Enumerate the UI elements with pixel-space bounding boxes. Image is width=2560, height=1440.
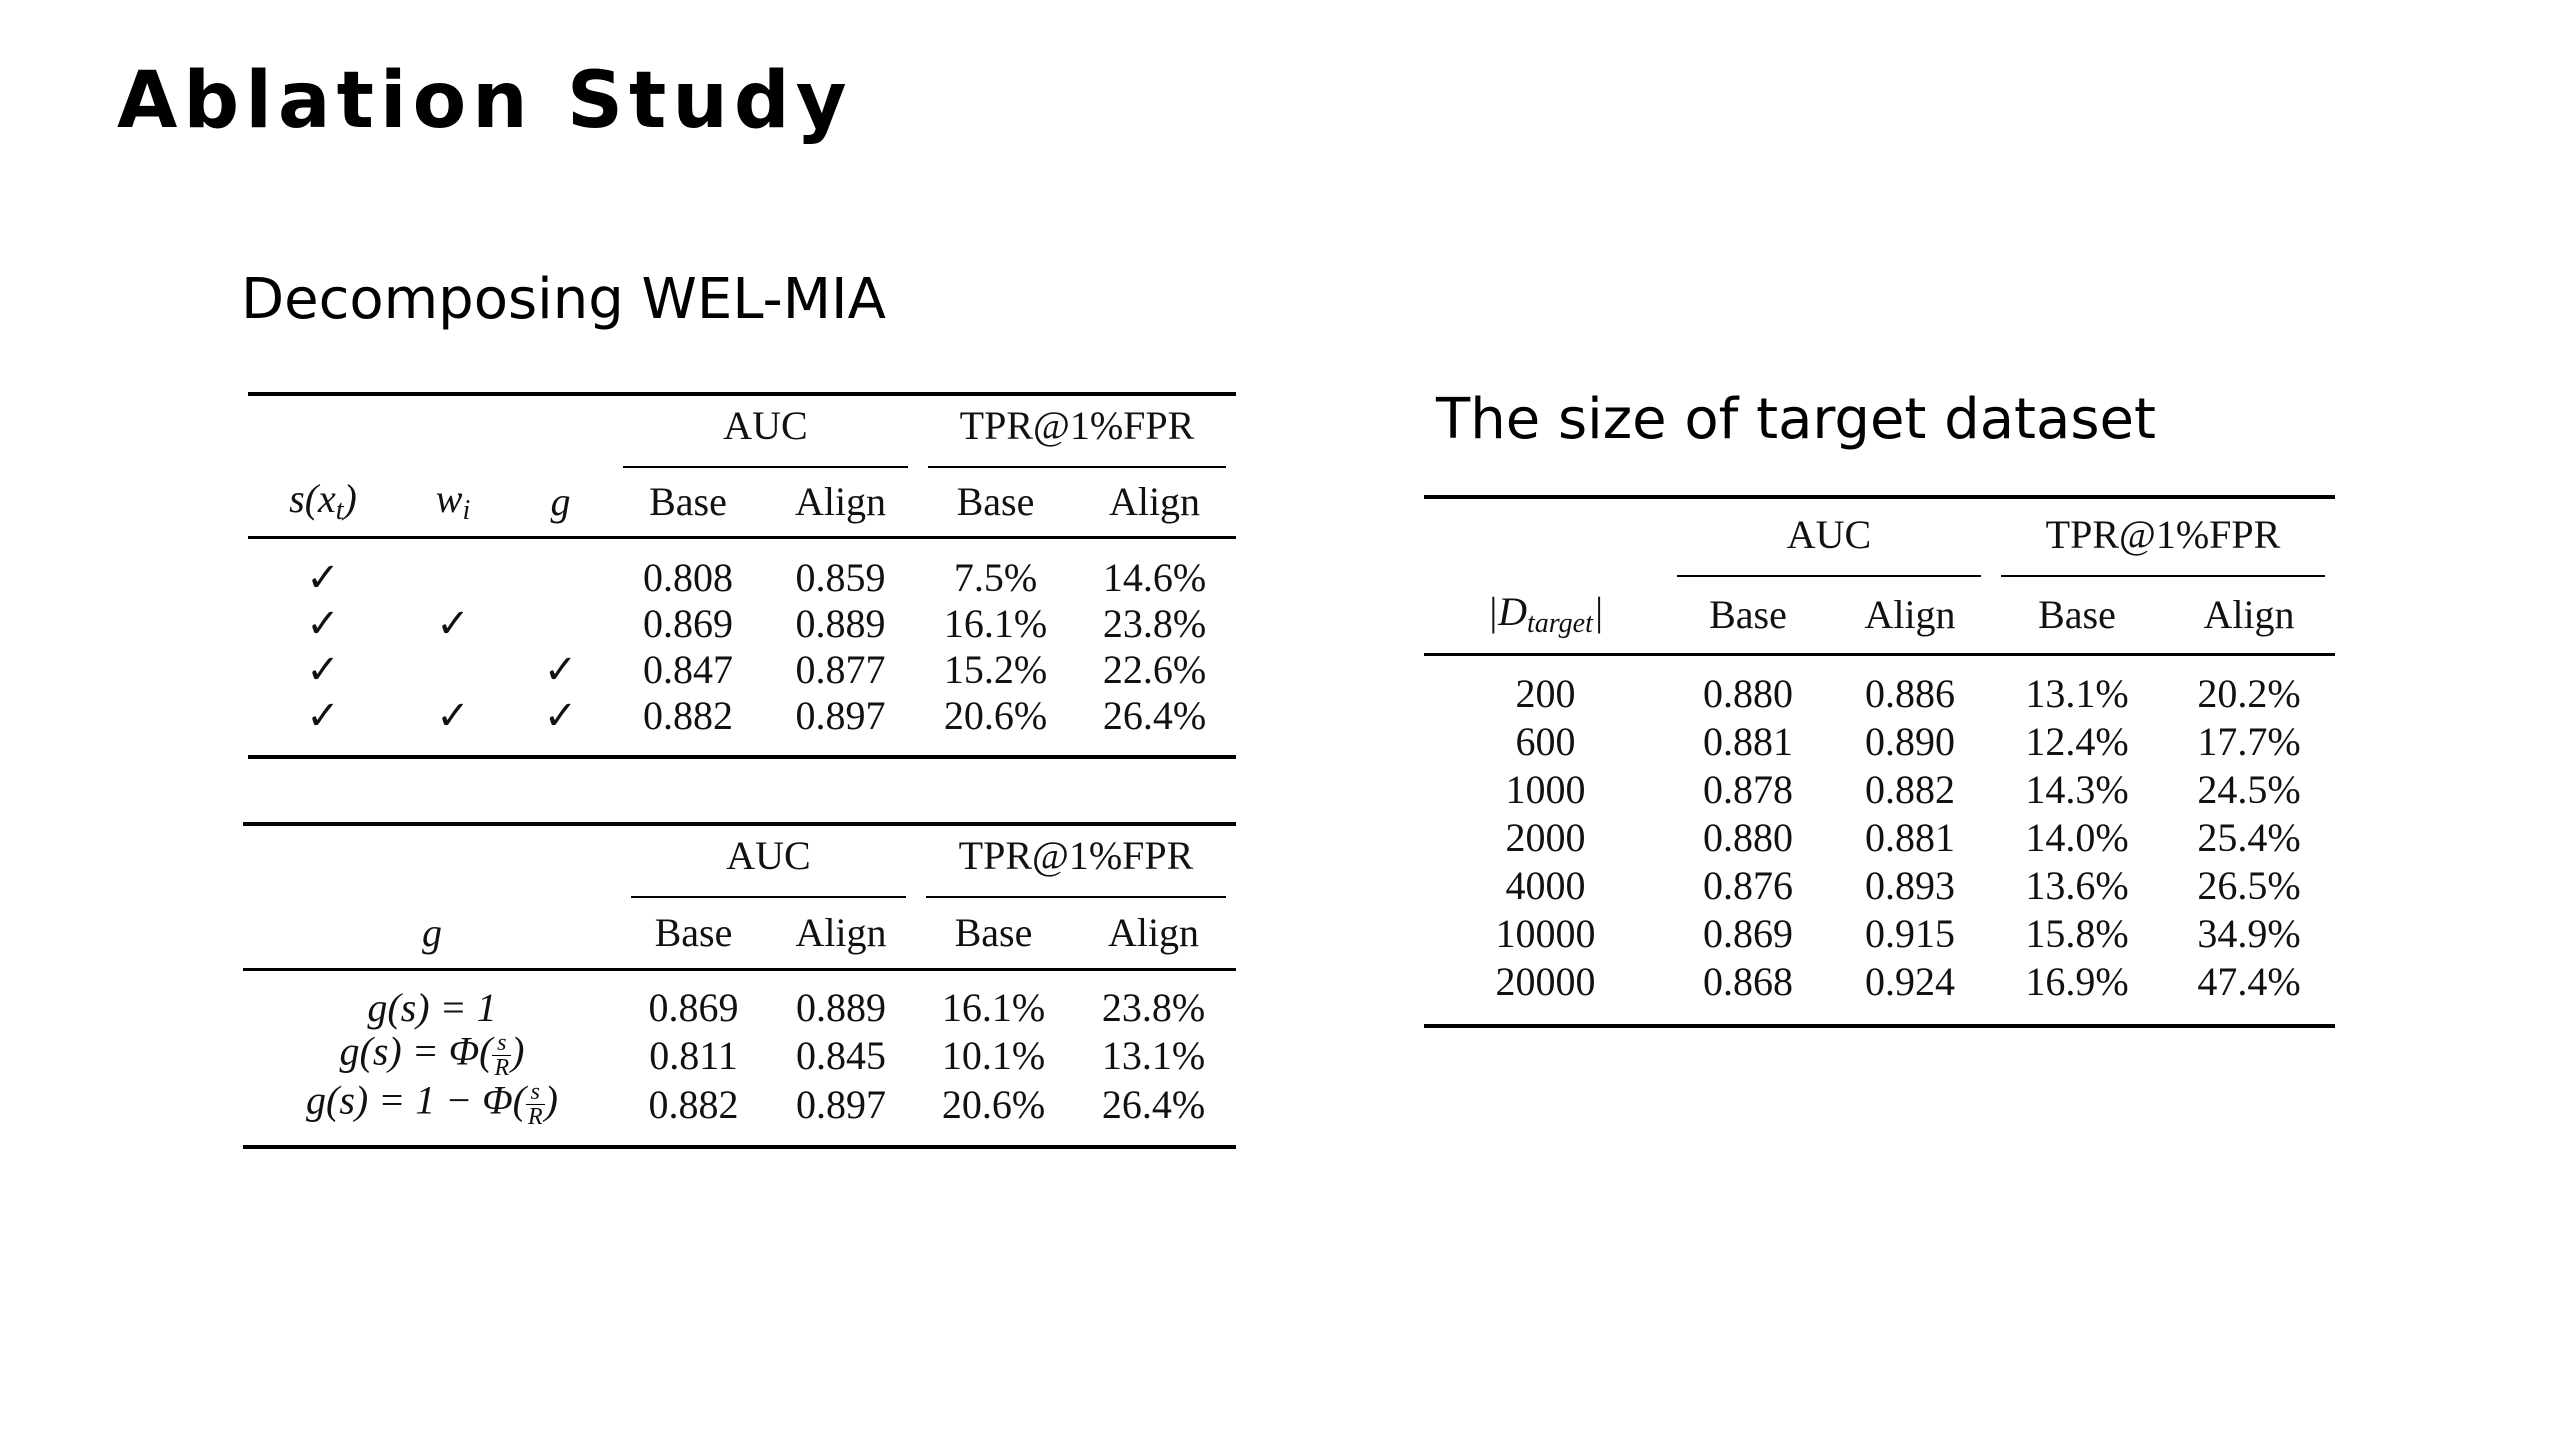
table-row [248,693,1236,757]
auc-group-header: AUC [613,394,918,468]
tpr-group-header: TPR@1%FPR [916,824,1236,898]
value-cell: 0.915 [1865,911,1955,956]
table3-group-header-row [1424,497,2335,577]
auc-align-header: Align [1864,592,1956,637]
value-cell: 0.881 [1703,719,1793,764]
value-cell: 16.1% [943,601,1048,646]
value-cell: 0.869 [621,970,766,1032]
value-cell: 23.8% [1071,970,1236,1032]
tpr-group-header: TPR@1%FPR [918,394,1236,468]
tpr-base-header: Base [956,479,1035,524]
value-cell: 15.2% [943,647,1048,692]
table-row [1424,910,2335,958]
size-cell: 10000 [1495,911,1596,956]
auc-align-header: Align [795,910,887,955]
value-cell: 13.1% [1991,655,2163,719]
auc-group-header: AUC [621,824,916,898]
auc-base-header: Base [654,910,733,955]
value-cell: 25.4% [2197,815,2301,860]
table2-sub-header-row [243,898,1236,970]
check-mark: ✓ [398,693,508,757]
value-cell: 0.924 [1829,958,1991,1026]
auc-base-header: Base [1709,592,1787,637]
size-cell: 2000 [1505,815,1586,860]
target-size-subtitle: The size of target dataset [1436,387,2156,452]
value-cell: 17.7% [2197,719,2301,764]
auc-base-header: Base [649,479,727,524]
value-cell: 7.5% [918,538,1073,602]
value-cell: 0.847 [643,647,733,692]
value-cell: 0.869 [643,601,733,646]
slide-title: Ablation Study [117,56,853,146]
value-cell: 0.882 [1865,767,1955,812]
tpr-group-header: TPR@1%FPR [1991,497,2335,577]
value-cell: 26.4% [1071,1080,1236,1147]
size-cell: 600 [1515,719,1576,764]
tpr-base-header: Base [2038,592,2116,637]
g-function-table [243,822,1236,1149]
decomposing-subtitle: Decomposing WEL-MIA [241,267,886,332]
tpr-align-header: Align [1107,910,1200,955]
value-cell: 0.868 [1667,958,1829,1026]
value-cell: 47.4% [2163,958,2335,1026]
table-row [1424,862,2335,910]
table-row [248,601,1236,647]
table1-sub-header-row [248,468,1236,538]
weight-column-header: $w_i$ [435,476,471,526]
auc-align-header: Align [794,479,887,524]
value-cell: 34.9% [2197,911,2301,956]
g-constant-label: g(s) = 1 [243,970,621,1032]
tpr-align-header: Align [2203,592,2295,637]
value-cell: 20.6% [916,1080,1071,1147]
table2-group-header-row [243,824,1236,898]
dataset-size-header: $|D_{target}|$ [1487,589,1604,639]
value-cell: 13.6% [2025,863,2129,908]
value-cell: 0.880 [1703,815,1793,860]
value-cell: 0.897 [763,693,918,757]
value-cell: 0.889 [795,601,886,646]
value-cell: 13.1% [1101,1032,1206,1078]
auc-group-header: AUC [1667,497,1991,577]
table-row [1424,766,2335,814]
value-cell: 20.2% [2163,655,2335,719]
value-cell: 0.897 [766,1080,916,1147]
score-column-header: $s(x_t)$ [289,476,357,526]
value-cell: 0.811 [649,1032,738,1078]
value-cell: 0.869 [1703,911,1793,956]
value-cell: 0.877 [795,647,886,692]
size-cell: 1000 [1505,767,1586,812]
value-cell: 0.890 [1865,719,1955,764]
table-row [248,538,1236,602]
table-row [243,1031,1236,1080]
table-row [248,647,1236,693]
value-cell: 12.4% [2025,719,2129,764]
g-phi-label: g(s) = Φ( $\frac{s}{R}$ ) [339,1028,525,1081]
g-row-header: g [422,910,442,955]
check-mark: ✓ [248,693,398,757]
table-row [1424,718,2335,766]
value-cell: 0.889 [766,970,916,1032]
value-cell: 16.9% [1991,958,2163,1026]
tpr-align-header: Align [1108,479,1201,524]
value-cell: 0.876 [1703,863,1793,908]
value-cell: 0.882 [621,1080,766,1147]
g-one-minus-phi-label: g(s) = 1 − Φ( $\frac{s}{R}$ ) [243,1080,621,1147]
target-size-table [1424,495,2335,1028]
table-row [1424,655,2335,719]
table-row [243,970,1236,1032]
table-row [1424,958,2335,1026]
value-cell: 15.8% [2025,911,2129,956]
table1-group-header-row [248,394,1236,468]
check-mark: ✓ [306,601,340,646]
value-cell: 0.886 [1829,655,1991,719]
size-cell: 200 [1424,655,1667,719]
value-cell: 23.8% [1102,601,1207,646]
g-column-header: g [550,479,571,524]
table3-sub-header-row [1424,577,2335,655]
value-cell: 0.859 [763,538,918,602]
value-cell: 20.6% [918,693,1073,757]
value-cell: 26.4% [1073,693,1236,757]
check-mark: ✓ [248,538,398,602]
tpr-base-header: Base [954,910,1033,955]
value-cell: 14.6% [1073,538,1236,602]
decomposition-table [248,392,1236,759]
check-mark: ✓ [436,601,470,646]
value-cell: 0.893 [1865,863,1955,908]
table-row [1424,814,2335,862]
value-cell: 14.0% [2025,815,2129,860]
value-cell: 24.5% [2197,767,2301,812]
check-mark: ✓ [543,647,578,692]
value-cell: 0.878 [1703,767,1793,812]
size-cell: 20000 [1424,958,1667,1026]
value-cell: 10.1% [941,1032,1046,1078]
check-mark: ✓ [508,693,613,757]
size-cell: 4000 [1505,863,1586,908]
value-cell: 26.5% [2197,863,2301,908]
value-cell: 0.882 [613,693,763,757]
value-cell: 0.808 [613,538,763,602]
value-cell: 0.881 [1865,815,1955,860]
value-cell: 0.845 [796,1032,886,1078]
check-mark: ✓ [306,647,340,692]
value-cell: 22.6% [1102,647,1207,692]
value-cell: 14.3% [2025,767,2129,812]
table-row [243,1080,1236,1147]
value-cell: 16.1% [916,970,1071,1032]
value-cell: 0.880 [1667,655,1829,719]
